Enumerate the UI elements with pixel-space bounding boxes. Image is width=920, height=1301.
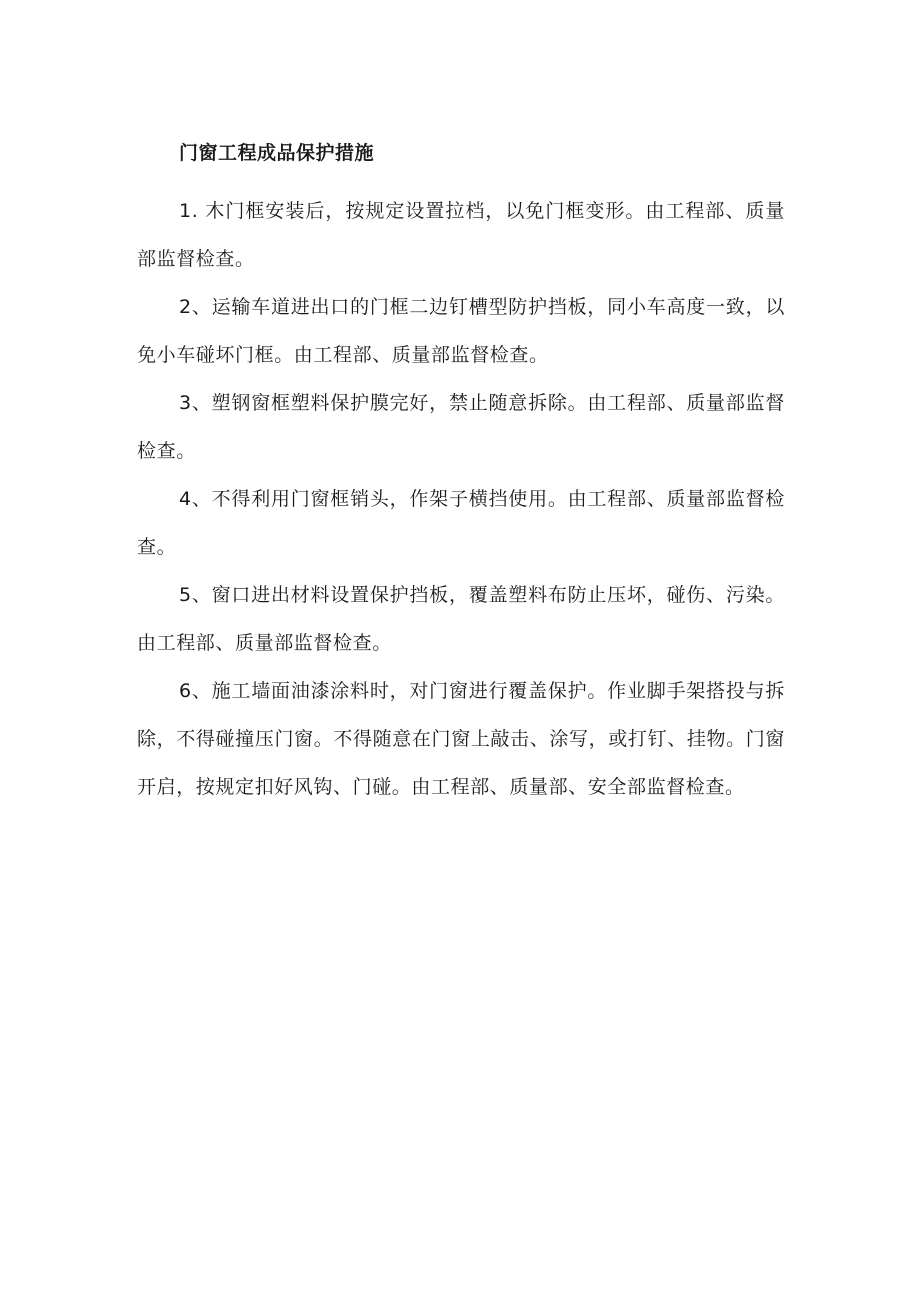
paragraph-6: 6、施工墙面油漆涂料时，对门窗进行覆盖保护。作业脚手架搭投与拆除，不得碰撞压门窗。不得随意在门窗上敲击、涂写，或打钉、挂物。门窗开启，按规定扣好风钩、门碰。由工程部、质量部、安全部监督检查。 xyxy=(137,680,785,798)
document-title: 门窗工程成品保护措施 xyxy=(179,142,375,164)
document-body xyxy=(137,138,785,811)
paragraph-1: 1. 木门框安装后，按规定设置拉档，以免门框变形。由工程部、质量部监督检查。 xyxy=(137,200,785,270)
paragraph-3: 3、塑钢窗框塑料保护膜完好，禁止随意拆除。由工程部、质量部监督检查。 xyxy=(137,392,785,462)
paragraph-5: 5、窗口进出材料设置保护挡板，覆盖塑料布防止压坏，碰伤、污染。由工程部、质量部监督检查。 xyxy=(137,584,785,654)
paragraph-2: 2、运输车道进出口的门框二边钉槽型防护挡板，同小车高度一致，以免小车碰坏门框。由工程部、质量部监督检查。 xyxy=(137,296,785,366)
paragraph-4: 4、不得利用门窗框销头，作架子横挡使用。由工程部、质量部监督检查。 xyxy=(137,488,785,558)
